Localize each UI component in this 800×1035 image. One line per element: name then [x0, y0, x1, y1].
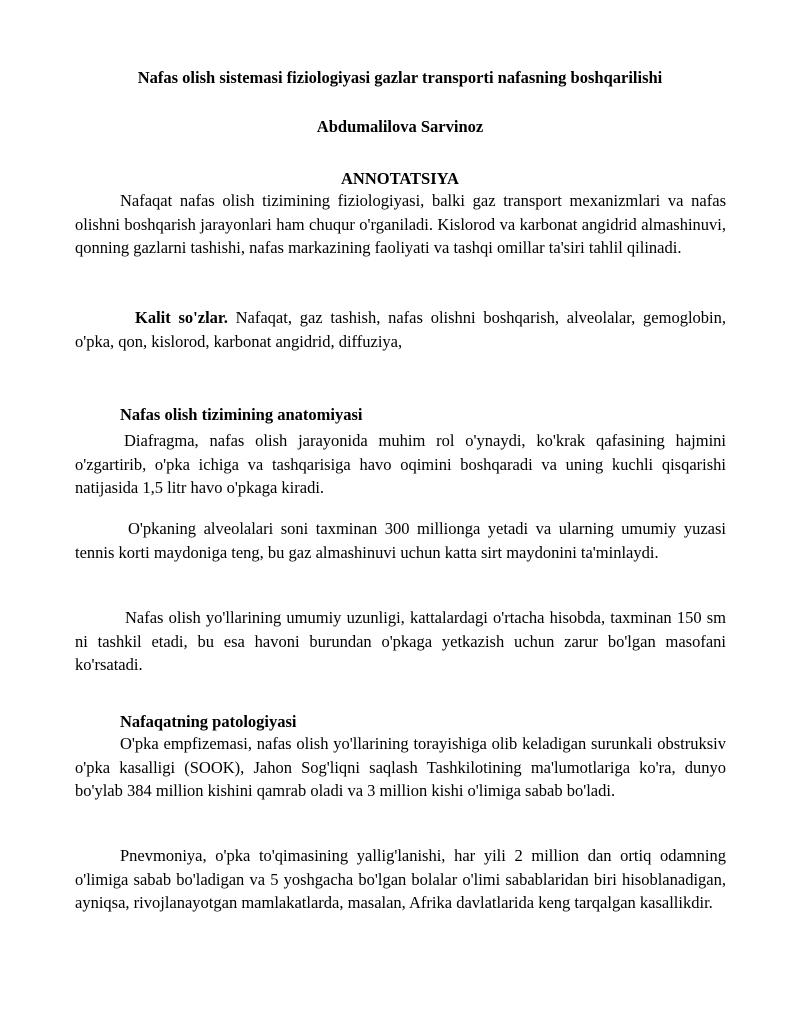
pathology-paragraph-1: O'pka empfizemasi, nafas olish yo'llarining torayishiga olib keladigan surunkali obstruksiv o'pka kasalligi (SOOK), Jahon Sog'liqni saqlash Tashkilotining ma'lumotlariga ko'ra, dunyo bo'ylab 384 million kishini qamrab oladi va 3 million kishi o'limiga sabab bo'ladi. [75, 734, 726, 801]
keywords-paragraph [75, 306, 726, 353]
author-name: Abdumalilova Sarvinoz [316, 117, 484, 136]
anatomy-paragraph-2: O'pkaning alveolalari soni taxminan 300 millionga yetadi va ularning umumiy yuzasi tennis korti maydoniga teng, bu gaz almashinuvi uchun katta sirt maydonini ta'minlaydi. [75, 519, 726, 562]
anatomy-paragraph-1: Diafragma, nafas olish jarayonida muhim rol o'ynaydi, ko'krak qafasining hajmini o'zgartirib, o'pka ichiga va tashqarisiga havo oqimini boshqaradi va uning kuchli qisqarishi natijasida 1,5 litr havo o'pkaga kiradi. [75, 431, 726, 498]
section-heading-anatomy: Nafas olish tizimining anatomiyasi [120, 405, 363, 424]
document-title: Nafas olish sistemasi fiziologiyasi gazlar transporti nafasning boshqarilishi [137, 68, 663, 87]
pathology-paragraph-2: Pnevmoniya, o'pka to'qimasining yallig'lanishi, har yili 2 million dan ortiq odamning o'limiga sabab bo'ladigan va 5 yoshgacha bo'lgan bolalar o'limi sabablaridan biri hisoblanadigan, ayniqsa, rivojlanayotgan mamlakatlarda, masalan, Afrika davlatlarida keng tarqalgan kasallikdir. [75, 846, 726, 913]
keywords-label: Kalit so'zlar. [135, 308, 228, 327]
annotation-paragraph [75, 189, 726, 260]
anatomy-paragraph-3: Nafas olish yo'llarining umumiy uzunligi, kattalardagi o'rtacha hisobda, taxminan 150 sm ni tashkil etadi, bu esa havoni burundan o'pkaga yetkazish uchun zarur bo'lgan masofani ko'rsatadi. [75, 608, 726, 675]
section-heading-pathology: Nafaqatning patologiyasi [120, 712, 297, 731]
annotation-text: Nafaqat nafas olish tizimining fiziologiyasi, balki gaz transport mexanizmlari va nafas olishni boshqarish jarayonlari ham chuqur o'rganiladi. Kislorod va karbonat angidrid almashinuvi, qonning gazlarni tashishi, nafas markazining faoliyati va tashqi omillar ta'siri tahlil qilinadi. [75, 191, 726, 258]
annotation-heading: ANNOTATSIYA [341, 169, 459, 188]
keywords-text: Nafaqat, gaz tashish, nafas olishni boshqarish, alveolalar, gemoglobin, o'pka, qon, kislorod, karbonat angidrid, diffuziya, [75, 308, 726, 351]
